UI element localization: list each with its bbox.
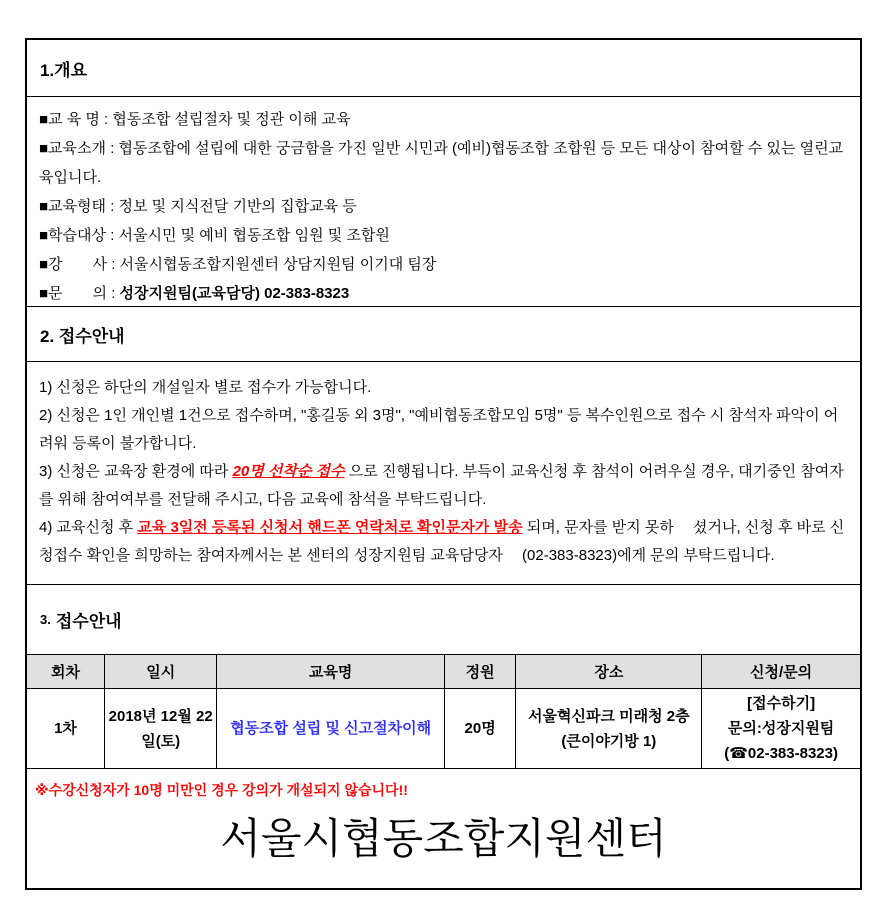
- cell-apply: [702, 689, 860, 769]
- section2-heading-label: 2. 접수안내: [40, 326, 125, 346]
- cell-course: [217, 689, 444, 769]
- table-row: [27, 689, 860, 769]
- header-round: 회차: [27, 655, 104, 689]
- contact-line: [39, 279, 848, 308]
- contact-line-value: 성장지원팀(교육담당) 02-383-8323: [119, 285, 350, 302]
- course-format-line: ■교육형태 : 정보 및 지식전달 기반의 집합교육 등: [39, 198, 357, 215]
- header-apply: 신청/문의: [702, 655, 860, 689]
- apply-contact-team: 문의:성장지원팀: [727, 720, 835, 737]
- cell-datetime: 2018년 12월 22일(토): [104, 689, 216, 769]
- header-datetime: 일시: [104, 655, 216, 689]
- notice-line-4-suffix: 되며, 문자를 받지 못하 셨거나, 신청 후 바로 신청접수 확인을 희망하는 참여자께서는 본 센터의 성장지원팀 교육담당자 (02-383-8323)에게 문의 부탁드립니다.: [39, 519, 845, 564]
- section2-body: [27, 362, 860, 585]
- document-frame: [25, 38, 862, 890]
- instructor-line: ■강 사 : 서울시협동조합지원센터 상담지원팀 이기대 팀장: [39, 256, 437, 273]
- notice-line-4-prefix: 4) 교육신청 후: [39, 519, 138, 536]
- notice-line-3-prefix: 3) 신청은 교육장 환경에 따라: [39, 463, 233, 480]
- contact-line-prefix: ■문 의 :: [39, 285, 120, 302]
- notice-line-2: 2) 신청은 1인 개인별 1건으로 접수하며, "홍길동 외 3명", "예비협동조합모임 5명" 등 복수인원으로 접수 시 참석자 파악이 어려워 등록이 불가합니다.: [39, 407, 839, 452]
- course-name-line: ■교 육 명 : 협동조합 설립절차 및 정관 이해 교육: [39, 111, 351, 128]
- cell-capacity: 20명: [444, 689, 516, 769]
- header-course: 교육명: [217, 655, 444, 689]
- course-intro-line: ■교육소개 : 협동조합에 설립에 대한 궁금함을 가진 일반 시민과 (예비)협동조합 조합원 등 모든 대상이 참여할 수 있는 열린교육입니다.: [39, 140, 844, 186]
- venue-line1: 서울혁신파크 미래청 2층: [528, 707, 690, 725]
- section3-heading-number: 3.: [40, 612, 51, 627]
- notice-line-4: [39, 514, 848, 570]
- org-title: 서울시협동조합지원센터: [220, 815, 667, 862]
- notice-line-3-highlight: 20명 선착순 접수: [232, 463, 345, 480]
- target-audience-line: ■학습대상 : 서울시민 및 예비 협동조합 임원 및 조합원: [39, 227, 390, 244]
- section2-heading: [27, 307, 860, 362]
- section1-body: [27, 97, 860, 307]
- section1-heading-label: 1.개요: [40, 60, 88, 80]
- cell-venue: [516, 689, 702, 769]
- section1-heading: [27, 40, 860, 97]
- header-capacity: 정원: [444, 655, 516, 689]
- schedule-table: [27, 654, 860, 769]
- section3-heading: [27, 585, 860, 654]
- cell-round: 1차: [27, 689, 104, 769]
- apply-link[interactable]: [접수하기]: [747, 695, 816, 712]
- course-link[interactable]: 협동조합 설립 및 신고절차이해: [230, 720, 432, 737]
- notice-line-4-highlight: 교육 3일전 등록된 신청서 핸드폰 연락처로 확인문자가 발송: [137, 519, 523, 536]
- venue-line2: (큰이야기방 1): [561, 732, 657, 750]
- minimum-enrollment-warning: ※수강신청자가 10명 미만인 경우 강의가 개설되지 않습니다!!: [35, 782, 408, 798]
- notice-line-3: [39, 458, 848, 514]
- notice-line-3-suffix: 으로 진행됩니다. 부득이 교육신청 후 참석이 어려우실 경우, 대기중인 참여자를 위해 참여여부를 전달해 주시고, 다음 교육에 참석을 부탁드립니다.: [39, 463, 844, 508]
- notice-line-1: 1) 신청은 하단의 개설일자 별로 접수가 가능합니다.: [39, 379, 372, 396]
- apply-contact-phone: (☎02-383-8323): [724, 745, 838, 762]
- header-venue: 장소: [516, 655, 702, 689]
- section3-heading-label: 접수안내: [55, 612, 122, 631]
- table-header-row: [27, 655, 860, 689]
